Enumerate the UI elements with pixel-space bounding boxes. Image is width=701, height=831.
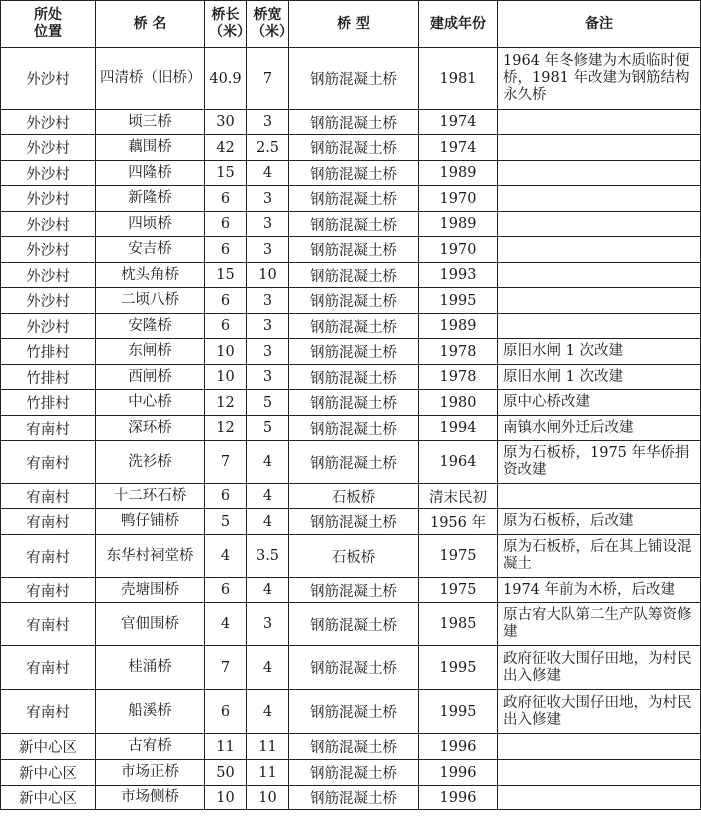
cell-location: 竹排村 — [1, 390, 96, 416]
cell-length: 50 — [205, 760, 247, 786]
table-row — [1, 760, 701, 786]
cell-name: 安吉桥 — [96, 237, 205, 263]
cell-width: 3 — [247, 186, 289, 212]
cell-note — [498, 186, 701, 212]
cell-year: 1975 — [419, 578, 498, 603]
cell-width: 4 — [247, 161, 289, 186]
cell-width: 4 — [247, 509, 289, 535]
table-body — [1, 48, 701, 810]
cell-type: 石板桥 — [289, 535, 419, 578]
cell-location: 宥南村 — [1, 416, 96, 441]
cell-width: 4 — [247, 441, 289, 484]
cell-length: 15 — [205, 263, 247, 288]
cell-name: 市场侧桥 — [96, 786, 205, 810]
header-length-line2: （米） — [209, 24, 251, 40]
header-year: 建成年份 — [419, 1, 498, 48]
cell-type: 钢筋混凝土桥 — [289, 441, 419, 484]
cell-type: 钢筋混凝土桥 — [289, 314, 419, 339]
cell-year: 1970 — [419, 186, 498, 212]
cell-note — [498, 237, 701, 263]
cell-type: 钢筋混凝土桥 — [289, 646, 419, 690]
cell-year: 1993 — [419, 263, 498, 288]
cell-length: 12 — [205, 390, 247, 416]
table-row — [1, 161, 701, 186]
table-row — [1, 441, 701, 484]
header-length — [205, 1, 251, 48]
cell-name: 深环桥 — [96, 416, 205, 441]
cell-location: 外沙村 — [1, 314, 96, 339]
table-row — [1, 646, 701, 690]
table-row — [1, 690, 701, 734]
cell-note: 原为石板桥，1975 年华侨捐资改建 — [498, 441, 701, 484]
table-row — [1, 390, 701, 416]
cell-width: 5 — [247, 416, 289, 441]
cell-name: 壳塘围桥 — [96, 578, 205, 603]
cell-note: 原为石板桥，后在其上铺设混凝土 — [498, 535, 701, 578]
cell-width: 4 — [247, 646, 289, 690]
cell-location: 新中心区 — [1, 760, 96, 786]
cell-width: 3 — [247, 603, 289, 646]
cell-length: 10 — [205, 365, 247, 390]
cell-location: 宥南村 — [1, 578, 96, 603]
cell-width: 4 — [247, 578, 289, 603]
cell-note: 原古宥大队第二生产队筹资修建 — [498, 603, 701, 646]
cell-width: 3 — [247, 288, 289, 314]
cell-note — [498, 263, 701, 288]
table-row — [1, 535, 701, 578]
cell-type: 钢筋混凝土桥 — [289, 110, 419, 135]
cell-length: 15 — [205, 161, 247, 186]
cell-location: 外沙村 — [1, 135, 96, 161]
cell-year: 1978 — [419, 339, 498, 365]
cell-location: 竹排村 — [1, 365, 96, 390]
cell-type: 钢筋混凝土桥 — [289, 509, 419, 535]
cell-name: 东华村祠堂桥 — [96, 535, 205, 578]
cell-location: 外沙村 — [1, 212, 96, 237]
cell-width: 3 — [247, 339, 289, 365]
cell-year: 1975 — [419, 535, 498, 578]
cell-location: 宥南村 — [1, 535, 96, 578]
cell-length: 4 — [205, 535, 247, 578]
cell-width: 7 — [247, 48, 289, 110]
cell-length: 6 — [205, 186, 247, 212]
cell-length: 30 — [205, 110, 247, 135]
cell-year: 1989 — [419, 314, 498, 339]
cell-width: 11 — [247, 734, 289, 760]
header-width — [247, 1, 293, 48]
cell-name: 船溪桥 — [96, 690, 205, 734]
cell-name: 四顷桥 — [96, 212, 205, 237]
cell-length: 6 — [205, 314, 247, 339]
cell-location: 宥南村 — [1, 646, 96, 690]
cell-type: 钢筋混凝土桥 — [289, 288, 419, 314]
header-location-line1: 所处 — [34, 7, 62, 23]
cell-type: 钢筋混凝土桥 — [289, 339, 419, 365]
cell-location: 外沙村 — [1, 186, 96, 212]
cell-width: 10 — [247, 263, 289, 288]
cell-note — [498, 786, 701, 810]
cell-name: 十二环石桥 — [96, 484, 205, 509]
cell-note: 1974 年前为木桥，后改建 — [498, 578, 701, 603]
cell-year: 1995 — [419, 690, 498, 734]
cell-location: 宥南村 — [1, 603, 96, 646]
cell-type: 钢筋混凝土桥 — [289, 212, 419, 237]
cell-note: 原旧水闸 1 次改建 — [498, 339, 701, 365]
cell-length: 7 — [205, 646, 247, 690]
cell-length: 6 — [205, 690, 247, 734]
table-row — [1, 484, 701, 509]
cell-type: 钢筋混凝土桥 — [289, 734, 419, 760]
table-row — [1, 263, 701, 288]
cell-type: 钢筋混凝土桥 — [289, 578, 419, 603]
cell-year: 1996 — [419, 760, 498, 786]
header-location-line2: 位置 — [34, 24, 62, 40]
cell-location: 外沙村 — [1, 237, 96, 263]
cell-name: 顷三桥 — [96, 110, 205, 135]
table-row — [1, 603, 701, 646]
cell-name: 四隆桥 — [96, 161, 205, 186]
cell-year: 1974 — [419, 110, 498, 135]
table-row — [1, 212, 701, 237]
cell-name: 中心桥 — [96, 390, 205, 416]
cell-width: 3 — [247, 212, 289, 237]
header-type: 桥 型 — [289, 1, 419, 48]
header-width-line1: 桥宽 — [253, 7, 282, 23]
cell-type: 钢筋混凝土桥 — [289, 760, 419, 786]
table-row — [1, 339, 701, 365]
cell-year: 1996 — [419, 786, 498, 810]
cell-name: 二顷八桥 — [96, 288, 205, 314]
cell-location: 外沙村 — [1, 110, 96, 135]
cell-note — [498, 212, 701, 237]
cell-name: 桂涌桥 — [96, 646, 205, 690]
cell-type: 石板桥 — [289, 484, 419, 509]
cell-year: 1964 — [419, 441, 498, 484]
cell-year: 1974 — [419, 135, 498, 161]
cell-length: 42 — [205, 135, 247, 161]
cell-length: 6 — [205, 484, 247, 509]
cell-width: 11 — [247, 760, 289, 786]
cell-type: 钢筋混凝土桥 — [289, 786, 419, 810]
cell-note: 原旧水闸 1 次改建 — [498, 365, 701, 390]
cell-width: 3 — [247, 365, 289, 390]
table-row — [1, 186, 701, 212]
cell-location: 宥南村 — [1, 484, 96, 509]
cell-year: 1995 — [419, 646, 498, 690]
cell-length: 11 — [205, 734, 247, 760]
cell-width: 3 — [247, 314, 289, 339]
cell-width: 3 — [247, 237, 289, 263]
cell-width: 3 — [247, 110, 289, 135]
cell-width: 10 — [247, 786, 289, 810]
cell-year: 清末民初 — [419, 484, 498, 509]
cell-note: 1964 年冬修建为木质临时便桥，1981 年改建为钢筋结构永久桥 — [498, 48, 701, 110]
cell-width: 2.5 — [247, 135, 289, 161]
cell-year: 1970 — [419, 237, 498, 263]
table-row — [1, 365, 701, 390]
cell-year: 1985 — [419, 603, 498, 646]
cell-length: 6 — [205, 578, 247, 603]
cell-note — [498, 110, 701, 135]
cell-type: 钢筋混凝土桥 — [289, 365, 419, 390]
cell-location: 宥南村 — [1, 441, 96, 484]
cell-name: 鸭仔铺桥 — [96, 509, 205, 535]
table-row — [1, 314, 701, 339]
cell-type: 钢筋混凝土桥 — [289, 135, 419, 161]
cell-name: 四清桥（旧桥） — [96, 48, 205, 110]
cell-length: 7 — [205, 441, 247, 484]
cell-year: 1989 — [419, 161, 498, 186]
table-header-row — [1, 1, 701, 48]
cell-location: 竹排村 — [1, 339, 96, 365]
cell-name: 洗衫桥 — [96, 441, 205, 484]
cell-type: 钢筋混凝土桥 — [289, 603, 419, 646]
cell-type: 钢筋混凝土桥 — [289, 263, 419, 288]
cell-type: 钢筋混凝土桥 — [289, 690, 419, 734]
cell-year: 1989 — [419, 212, 498, 237]
cell-location: 外沙村 — [1, 161, 96, 186]
table-row — [1, 416, 701, 441]
table-row — [1, 734, 701, 760]
cell-length: 6 — [205, 237, 247, 263]
cell-note — [498, 314, 701, 339]
cell-location: 外沙村 — [1, 263, 96, 288]
cell-note: 原中心桥改建 — [498, 390, 701, 416]
cell-width: 4 — [247, 484, 289, 509]
cell-location: 外沙村 — [1, 288, 96, 314]
cell-name: 藕围桥 — [96, 135, 205, 161]
cell-length: 4 — [205, 603, 247, 646]
cell-note — [498, 135, 701, 161]
header-length-line1: 桥长 — [211, 7, 240, 23]
cell-location: 宥南村 — [1, 509, 96, 535]
cell-name: 新隆桥 — [96, 186, 205, 212]
table-row — [1, 135, 701, 161]
cell-year: 1994 — [419, 416, 498, 441]
table-row — [1, 786, 701, 810]
cell-note — [498, 161, 701, 186]
cell-name: 安隆桥 — [96, 314, 205, 339]
cell-width: 3.5 — [247, 535, 289, 578]
cell-note — [498, 760, 701, 786]
cell-type: 钢筋混凝土桥 — [289, 390, 419, 416]
cell-note — [498, 484, 701, 509]
cell-length: 10 — [205, 339, 247, 365]
cell-width: 5 — [247, 390, 289, 416]
cell-year: 1996 — [419, 734, 498, 760]
cell-type: 钢筋混凝土桥 — [289, 416, 419, 441]
cell-year: 1995 — [419, 288, 498, 314]
cell-length: 12 — [205, 416, 247, 441]
cell-year: 1978 — [419, 365, 498, 390]
table-row — [1, 509, 701, 535]
cell-name: 官佃围桥 — [96, 603, 205, 646]
cell-length: 6 — [205, 288, 247, 314]
cell-name: 西闸桥 — [96, 365, 205, 390]
cell-type: 钢筋混凝土桥 — [289, 237, 419, 263]
table-row — [1, 288, 701, 314]
header-name: 桥 名 — [96, 1, 205, 48]
cell-name: 古宥桥 — [96, 734, 205, 760]
cell-year: 1956 年 — [419, 509, 498, 535]
cell-year: 1980 — [419, 390, 498, 416]
cell-name: 枕头角桥 — [96, 263, 205, 288]
cell-location: 新中心区 — [1, 786, 96, 810]
cell-type: 钢筋混凝土桥 — [289, 48, 419, 110]
table-row — [1, 578, 701, 603]
cell-year: 1981 — [419, 48, 498, 110]
cell-length: 6 — [205, 212, 247, 237]
header-width-line2: （米） — [251, 24, 293, 40]
cell-name: 东闸桥 — [96, 339, 205, 365]
cell-length: 10 — [205, 786, 247, 810]
cell-location: 宥南村 — [1, 690, 96, 734]
cell-location: 外沙村 — [1, 48, 96, 110]
cell-note — [498, 288, 701, 314]
cell-note — [498, 734, 701, 760]
cell-length: 5 — [205, 509, 247, 535]
cell-length: 40.9 — [205, 48, 247, 110]
cell-type: 钢筋混凝土桥 — [289, 161, 419, 186]
cell-note: 南镇水闸外迁后改建 — [498, 416, 701, 441]
table-row — [1, 48, 701, 110]
header-note: 备注 — [498, 1, 701, 48]
cell-name: 市场正桥 — [96, 760, 205, 786]
cell-width: 4 — [247, 690, 289, 734]
cell-note: 原为石板桥，后改建 — [498, 509, 701, 535]
header-location — [1, 1, 96, 48]
cell-note: 政府征收大围仔田地，为村民出入修建 — [498, 646, 701, 690]
table-row — [1, 110, 701, 135]
cell-type: 钢筋混凝土桥 — [289, 186, 419, 212]
table-row — [1, 237, 701, 263]
cell-location: 新中心区 — [1, 734, 96, 760]
cell-note: 政府征收大围仔田地，为村民出入修建 — [498, 690, 701, 734]
